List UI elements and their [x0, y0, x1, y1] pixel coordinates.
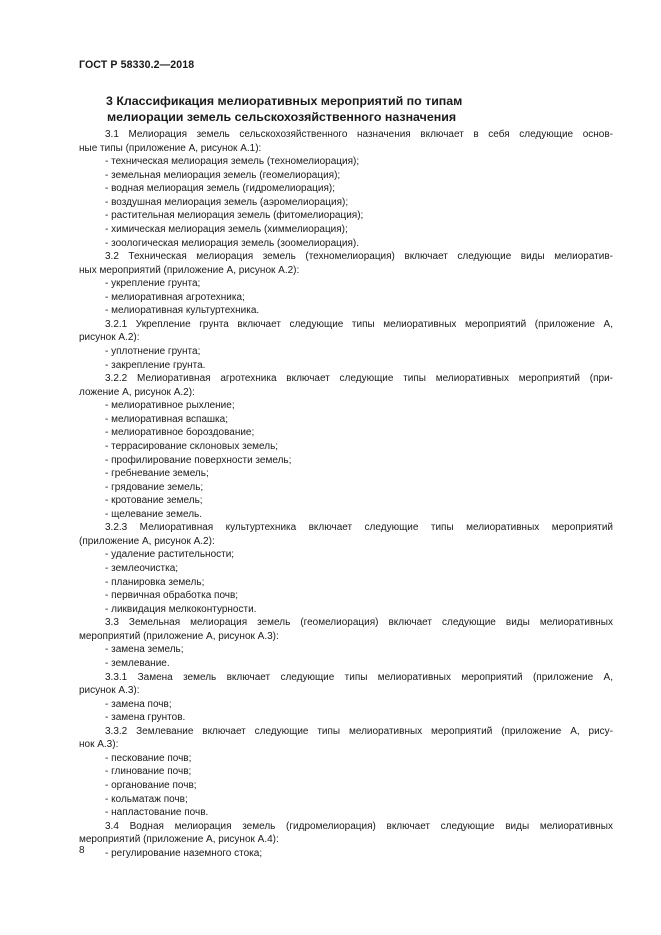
- paragraph-continuation-line: рисунок А.3):: [79, 685, 140, 697]
- list-item: - глинование почв;: [105, 766, 192, 778]
- list-item: - удаление растительности;: [105, 549, 235, 561]
- section-title: [106, 93, 606, 125]
- list-item: - пескование почв;: [105, 752, 192, 764]
- list-item: - мелиоративная вспашка;: [105, 413, 228, 425]
- list-item: - уплотнение грунта;: [105, 346, 201, 357]
- list-item: - первичная обработка почв;: [105, 590, 239, 602]
- document-code: ГОСТ Р 58330.2—2018: [79, 59, 195, 71]
- list-item: - регулирование наземного стока;: [105, 847, 263, 859]
- paragraph-line: 3.4 Водная мелиорация земель (гидромелиорация) включает следующие виды мелиоративных: [105, 820, 613, 832]
- list-item: - землевание.: [105, 657, 170, 669]
- list-item: - кротование земель;: [105, 495, 203, 507]
- list-item: - щелевание земель.: [105, 508, 203, 520]
- list-item: - землеочистка;: [105, 563, 179, 574]
- paragraph-line: 3.2.3 Мелиоративная культуртехника включает следующие типы мелиоративных мероприятий: [105, 522, 613, 534]
- list-item: - ликвидация мелкоконтурности.: [105, 603, 257, 615]
- list-item: - замена почв;: [105, 698, 172, 710]
- paragraph-line: 3.1 Мелиорация земель сельскохозяйственного назначения включает в себя следующие основ-: [105, 129, 613, 140]
- paragraph-continuation-line: мероприятий (приложение А, рисунок А.3):: [79, 630, 279, 642]
- paragraph-line: 3.3.1 Замена земель включает следующие типы мелиоративных мероприятий (приложение А,: [105, 671, 613, 683]
- list-item: - мелиоративное бороздование;: [105, 427, 255, 439]
- list-item: - мелиоративная культуртехника.: [105, 305, 260, 317]
- list-item: - укрепление грунта;: [105, 278, 201, 290]
- list-item: - замена грунтов.: [105, 712, 186, 724]
- list-item: - террасирование склоновых земель;: [105, 440, 279, 452]
- list-item: - химическая мелиорация земель (химмелиорация);: [105, 223, 348, 235]
- list-item: - земельная мелиорация земель (геомелиорация);: [105, 169, 341, 181]
- paragraph-continuation-line: нок А.3):: [79, 739, 119, 751]
- list-item: - закрепление грунта.: [105, 359, 206, 371]
- section-title-line-2: мелиорации земель сельскохозяйственного назначения: [107, 110, 457, 124]
- paragraph-continuation-line: мероприятий (приложение А, рисунок А.4):: [79, 834, 279, 846]
- list-item: - кольматаж почв;: [105, 793, 188, 805]
- paragraph-line: 3.3 Земельная мелиорация земель (геомелиорация) включает следующие виды мелиоративных: [105, 617, 613, 629]
- paragraph-continuation-line: ложение А, рисунок А.2):: [79, 386, 195, 398]
- list-item: - грядование земель;: [105, 481, 204, 493]
- list-item: - мелиоративная агротехника;: [105, 291, 245, 303]
- paragraph-line: 3.3.2 Землевание включает следующие типы мелиоративных мероприятий (приложение А, рису-: [105, 725, 613, 737]
- list-item: - напластование почв.: [105, 807, 209, 819]
- list-item: - профилирование поверхности земель;: [105, 454, 292, 466]
- list-item: - мелиоративное рыхление;: [105, 400, 235, 412]
- page-number: 8: [79, 845, 85, 856]
- list-item: - органование почв;: [105, 780, 197, 791]
- paragraph-continuation-line: ные типы (приложение А, рисунок А.1):: [79, 142, 262, 154]
- list-item: - планировка земель;: [105, 576, 205, 588]
- list-item: - водная мелиорация земель (гидромелиорация);: [105, 183, 336, 195]
- list-item: - растительная мелиорация земель (фитомелиорация);: [105, 210, 364, 222]
- list-item: - замена земель;: [105, 644, 184, 656]
- list-item: - воздушная мелиорация земель (аэромелиорация);: [105, 196, 349, 208]
- paragraph-continuation-line: ных мероприятий (приложение А, рисунок А.2):: [79, 264, 300, 276]
- list-item: - зоологическая мелиорация земель (зоомелиорация).: [105, 237, 359, 249]
- paragraph-continuation-line: (приложение А, рисунок А.2):: [79, 535, 215, 547]
- body-text: [79, 128, 613, 860]
- paragraph-line: 3.2.1 Укрепление грунта включает следующие типы мелиоративных мероприятий (приложение А,: [105, 318, 613, 330]
- paragraph-continuation-line: рисунок А.2):: [79, 332, 140, 344]
- section-title-line-1: 3 Классификация мелиоративных мероприятий по типам: [106, 94, 463, 108]
- list-item: - техническая мелиорация земель (техномелиорация);: [105, 156, 360, 168]
- paragraph-line: 3.2.2 Мелиоративная агротехника включает следующие типы мелиоративных мероприятий (при-: [105, 373, 613, 385]
- list-item: - гребневание земель;: [105, 468, 209, 480]
- paragraph-line: 3.2 Техническая мелиорация земель (техномелиорация) включает следующие виды мелиоратив-: [105, 251, 613, 263]
